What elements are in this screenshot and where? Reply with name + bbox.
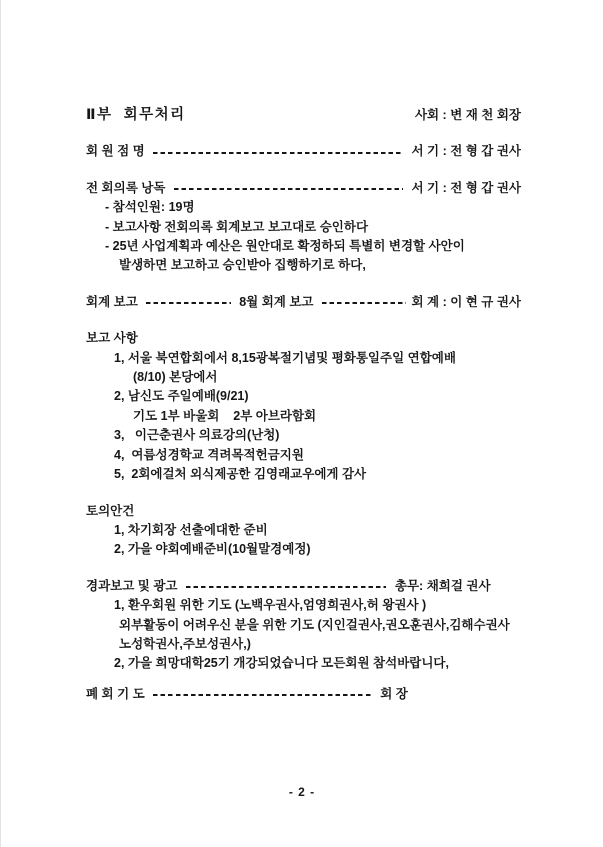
item-label: 경과보고 및 광고 [86,578,181,593]
item-label: 전 회의록 낭독 [86,180,169,195]
report-item-2: 2, 남신도 주일예배(9/21) [114,389,249,404]
minutes-note-budget-cont: 발생하면 보고하고 승인받아 집행하기로 하다, [119,258,366,273]
discussion-heading: 토의안건 [86,503,135,518]
dash-leader [322,302,407,304]
dash-leader [174,188,403,190]
dash-leader [153,152,403,154]
announcement-item-2: 2, 가을 희망대학25기 개강되었습니다 모든회원 참석바랍니다, [114,656,449,671]
part-title: Ⅱ부 회무처리 [86,107,186,123]
report-item-1-cont: (8/10) 본당에서 [133,370,218,385]
member-rollcall-line [86,142,521,161]
progress-announcement-line [86,577,491,596]
dash-leader [186,586,386,588]
announcement-item-1-cont: 외부활동이 어려우신 분을 위한 기도 (지인걸권사,권오훈권사,김해수권사 [119,617,510,632]
document-body [86,106,521,704]
secretary-credit: 서 기 : 전 형 갑 권사 [408,144,521,159]
item-label: 폐 회 기 도 [86,686,149,701]
report-item-5: 5, 2회에걸처 외식제공한 김영래교우에게 감사 [114,467,367,482]
treasury-report-line [86,293,521,312]
report-item-4: 4, 여름성경학교 격려목적헌금지원 [114,447,304,462]
report-item-1: 1, 서울 북연합회에서 8,15광복절기념및 평화통일주일 연합예배 [114,350,456,365]
item-label: 회계 보고 [86,294,142,309]
minutes-note-attendance: - 참석인원: 19명 [105,200,195,215]
announcement-item-1: 1, 환우회원 위한 기도 (노백우권사,엄영희권사,허 왕권사 ) [114,598,427,613]
general-affairs-credit: 총무: 채희걸 권사 [391,578,491,593]
moderator-credit: 사회 : 변 재 천 회장 [414,108,521,122]
report-month-label: 8월 회계 보고 [235,294,317,309]
part2-title-line [86,106,521,125]
secretary-credit: 서 기 : 전 형 갑 권사 [408,180,521,195]
announcement-item-1-cont2: 노성학권사,주보성권사,) [119,636,251,651]
report-items-heading: 보고 사항 [86,331,138,346]
discussion-item-2: 2, 가을 야회예배준비(10월말경예정) [114,542,311,557]
chairman-credit: 회 장 [376,686,408,701]
page-number: - 2 - [288,785,316,799]
minutes-note-budget: - 25년 사업계획과 예산은 원안대로 확정하되 특별히 변경할 사안이 [105,239,465,254]
discussion-item-1: 1, 차기회장 선출에대한 준비 [114,522,268,537]
dash-leader [153,694,372,696]
item-label: 회 원 점 명 [86,144,149,159]
minutes-note-approval: - 보고사항 전회의록 회계보고 보고대로 승인하다 [105,219,369,234]
closing-prayer-line [86,685,408,704]
report-item-3: 3, 이근춘권사 의료강의(난청) [114,428,280,443]
previous-minutes-line [86,179,521,198]
dash-leader [146,302,231,304]
treasurer-credit: 회 계 : 이 현 규 권사 [411,294,521,309]
report-item-2-cont: 기도 1부 바울회 2부 아브라함회 [133,408,317,423]
